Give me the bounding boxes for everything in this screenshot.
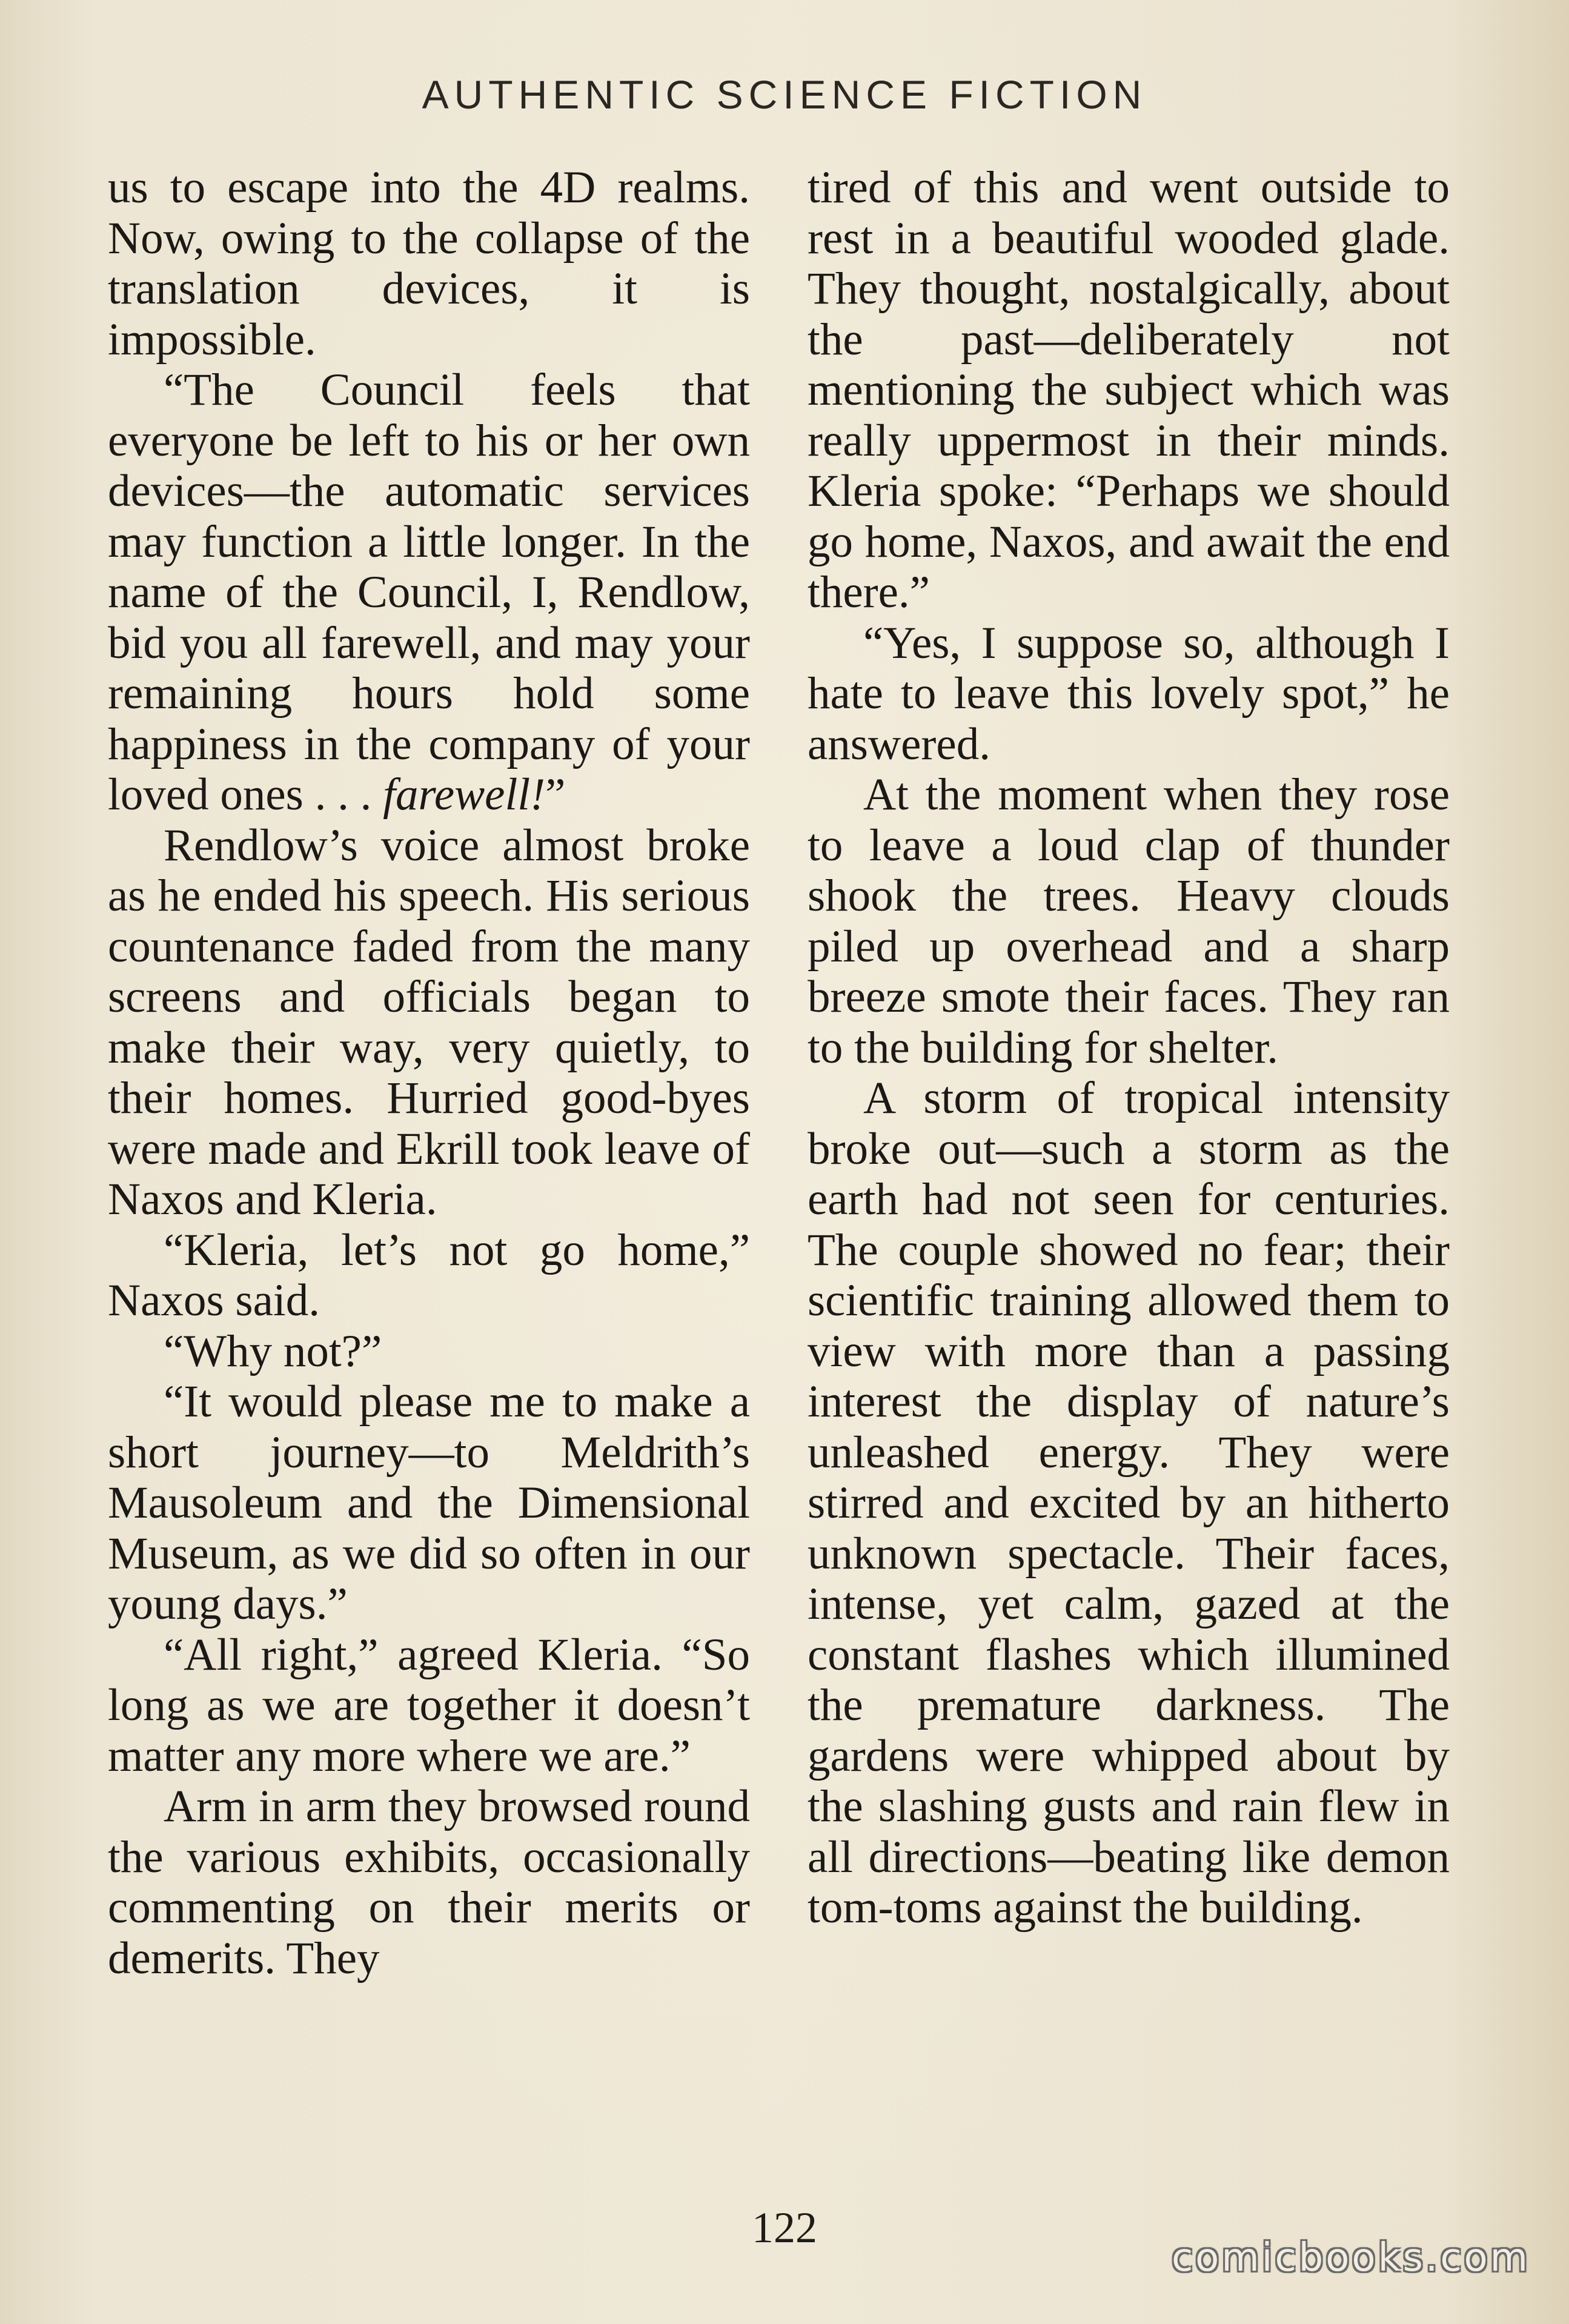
running-head: AUTHENTIC SCIENCE FICTION xyxy=(422,72,1147,117)
paragraph: Rendlow’s voice almost broke as he ended his speech. His serious countenance faded from the many screens and officials began to make their way, very quietly, to their homes. Hurried good-byes were made and Ekrill took leave of Naxos and Kleria. xyxy=(108,820,750,1224)
paragraph: Arm in arm they browsed round the various exhibits, occasionally commenting on their merits or demerits. They xyxy=(108,1781,750,1984)
paragraph: At the moment when they rose to leave a loud clap of thunder shook the trees. Heavy clouds piled up overhead and a sharp breeze smote their faces. They ran to the building for shelter. xyxy=(808,769,1450,1073)
paragraph: “Why not?” xyxy=(164,1326,382,1376)
paragraph: “Kleria, let’s not go home,” Naxos said. xyxy=(108,1224,750,1326)
italic-word: farewell! xyxy=(383,769,546,820)
paragraph: tired of this and went outside to rest in a beautiful wooded glade. They thought, nostalgically, about the past—deliberately not mentioning the subject which was really uppermost in their minds. Kleria spoke: “Perhaps we should go home, Naxos, and await the end there.” xyxy=(808,162,1450,617)
paragraph: us to escape into the 4D realms. Now, owing to the collapse of the translation devices, it is impossible. xyxy=(108,162,750,365)
paragraph: “All right,” agreed Kleria. “So long as we are together it doesn’t matter any more where we are.” xyxy=(108,1629,750,1781)
right-column xyxy=(808,162,1450,1933)
watermark-logo: comicbooks.com xyxy=(1171,2236,1530,2280)
paragraph: “Yes, I suppose so, although I hate to leave this lovely spot,” he answered. xyxy=(808,617,1450,769)
paragraph: “It would please me to make a short journey—to Meldrith’s Mausoleum and the Dimensional Museum, as we did so often in our young days.” xyxy=(108,1376,750,1629)
closing-quote: ” xyxy=(545,769,566,820)
paragraph xyxy=(108,365,750,820)
paragraph-text: “The Council feels that everyone be left to his or her own devices—the automatic services may function a little longer. In the name of the Council, I, Rendlow, bid you all farewell, and may your remaining hours hold some happiness in the company of your loved ones . . . xyxy=(108,365,750,820)
left-column xyxy=(108,162,750,1984)
page-number: 122 xyxy=(752,2203,817,2252)
paragraph: A storm of tropical intensity broke out—such a storm as the earth had not seen for centuries. The couple showed no fear; their scientific training allowed them to view with more than a passing interest the display of nature’s unleashed energy. They were stirred and excited by an hitherto unknown spectacle. Their faces, intense, yet calm, gazed at the constant flashes which illumined the premature darkness. The gardens were whipped about by the slashing gusts and rain flew in all directions—beating like demon tom-toms against the building. xyxy=(808,1073,1450,1933)
